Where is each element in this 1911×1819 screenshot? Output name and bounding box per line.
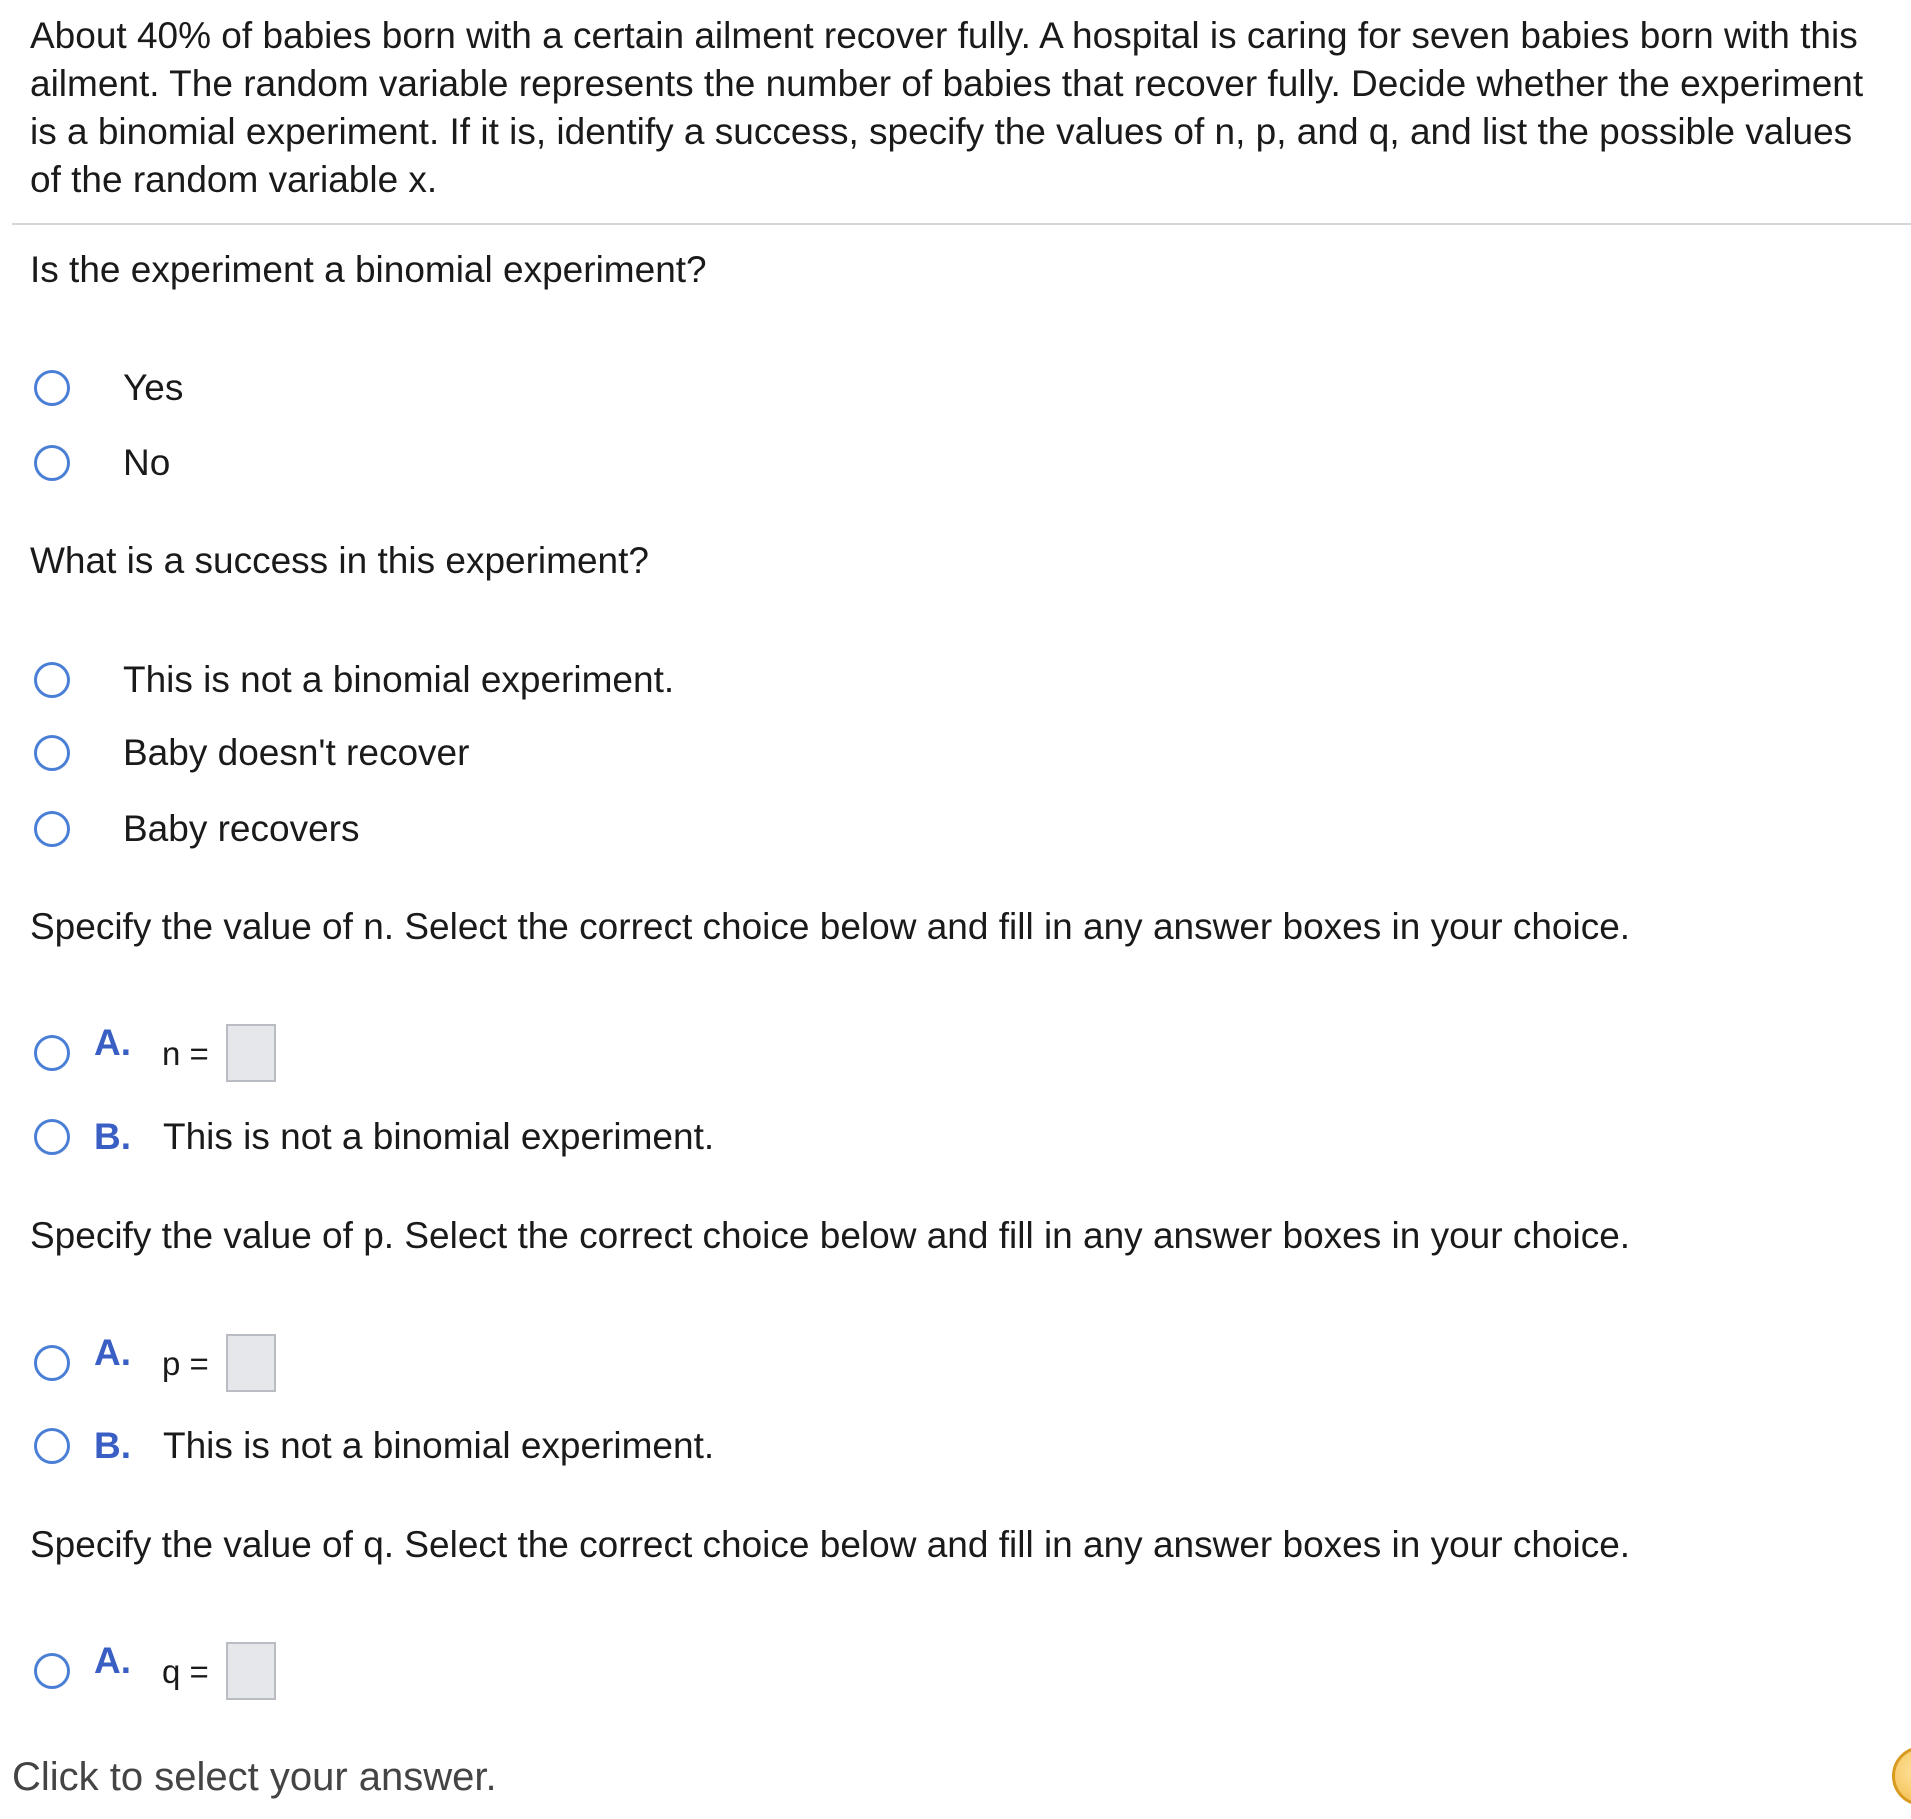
radio-button[interactable] bbox=[34, 1428, 70, 1464]
radio-button[interactable] bbox=[34, 370, 70, 406]
n-equals-label: n = bbox=[162, 1035, 209, 1072]
choice-letter: A. bbox=[94, 1640, 131, 1681]
problem-statement: About 40% of babies born with a certain ailment recover fully. A hospital is caring for seven babies born with this ailment. The random variable represents the number of babies that recover fully. Decide whether the experiment is a binomial experiment. If it is, identify a success, specify the values of n, p, and q, and list the possible values of the random variable x. bbox=[30, 15, 1864, 200]
choice-n-b[interactable] bbox=[34, 1109, 715, 1165]
radio-button[interactable] bbox=[34, 1035, 70, 1071]
choice-letter: A. bbox=[94, 1022, 131, 1063]
radio-button[interactable] bbox=[34, 1345, 70, 1381]
q-answer-box[interactable] bbox=[226, 1642, 276, 1700]
option-label: This is not a binomial experiment. bbox=[123, 659, 675, 700]
choice-q-a[interactable] bbox=[34, 1634, 209, 1708]
choice-p-a[interactable] bbox=[34, 1326, 209, 1400]
radio-button[interactable] bbox=[34, 662, 70, 698]
option-baby-doesnt-recover[interactable] bbox=[34, 725, 470, 781]
q-equals-label: q = bbox=[162, 1653, 209, 1690]
divider bbox=[12, 223, 1911, 225]
p-equals-label: p = bbox=[162, 1345, 209, 1382]
choice-text: This is not a binomial experiment. bbox=[163, 1425, 715, 1466]
radio-button[interactable] bbox=[34, 1653, 70, 1689]
status-instruction: Click to select your answer. bbox=[12, 1755, 497, 1799]
option-label: Baby recovers bbox=[123, 808, 360, 849]
help-orb-icon[interactable] bbox=[1892, 1746, 1911, 1806]
option-label: Yes bbox=[123, 367, 184, 408]
radio-button[interactable] bbox=[34, 445, 70, 481]
choice-n-a[interactable] bbox=[34, 1016, 209, 1090]
choice-letter: B. bbox=[94, 1116, 131, 1157]
option-yes[interactable] bbox=[34, 360, 184, 416]
choice-p-b[interactable] bbox=[34, 1418, 715, 1474]
radio-button[interactable] bbox=[34, 811, 70, 847]
option-not-binomial[interactable] bbox=[34, 652, 675, 708]
p-answer-box[interactable] bbox=[226, 1334, 276, 1392]
question-q: Specify the value of q. Select the correct choice below and fill in any answer boxes in your choice. bbox=[30, 1524, 1631, 1565]
option-label: No bbox=[123, 442, 171, 483]
radio-button[interactable] bbox=[34, 1119, 70, 1155]
option-label: Baby doesn't recover bbox=[123, 732, 470, 773]
option-baby-recovers[interactable] bbox=[34, 801, 360, 857]
question-success: What is a success in this experiment? bbox=[30, 540, 649, 581]
choice-letter: B. bbox=[94, 1425, 131, 1466]
option-no[interactable] bbox=[34, 435, 171, 491]
question-p: Specify the value of p. Select the correct choice below and fill in any answer boxes in your choice. bbox=[30, 1215, 1631, 1256]
radio-button[interactable] bbox=[34, 735, 70, 771]
question-binomial: Is the experiment a binomial experiment? bbox=[30, 249, 707, 290]
n-answer-box[interactable] bbox=[226, 1024, 276, 1082]
choice-letter: A. bbox=[94, 1332, 131, 1373]
choice-text: This is not a binomial experiment. bbox=[163, 1116, 715, 1157]
question-n: Specify the value of n. Select the correct choice below and fill in any answer boxes in your choice. bbox=[30, 906, 1631, 947]
